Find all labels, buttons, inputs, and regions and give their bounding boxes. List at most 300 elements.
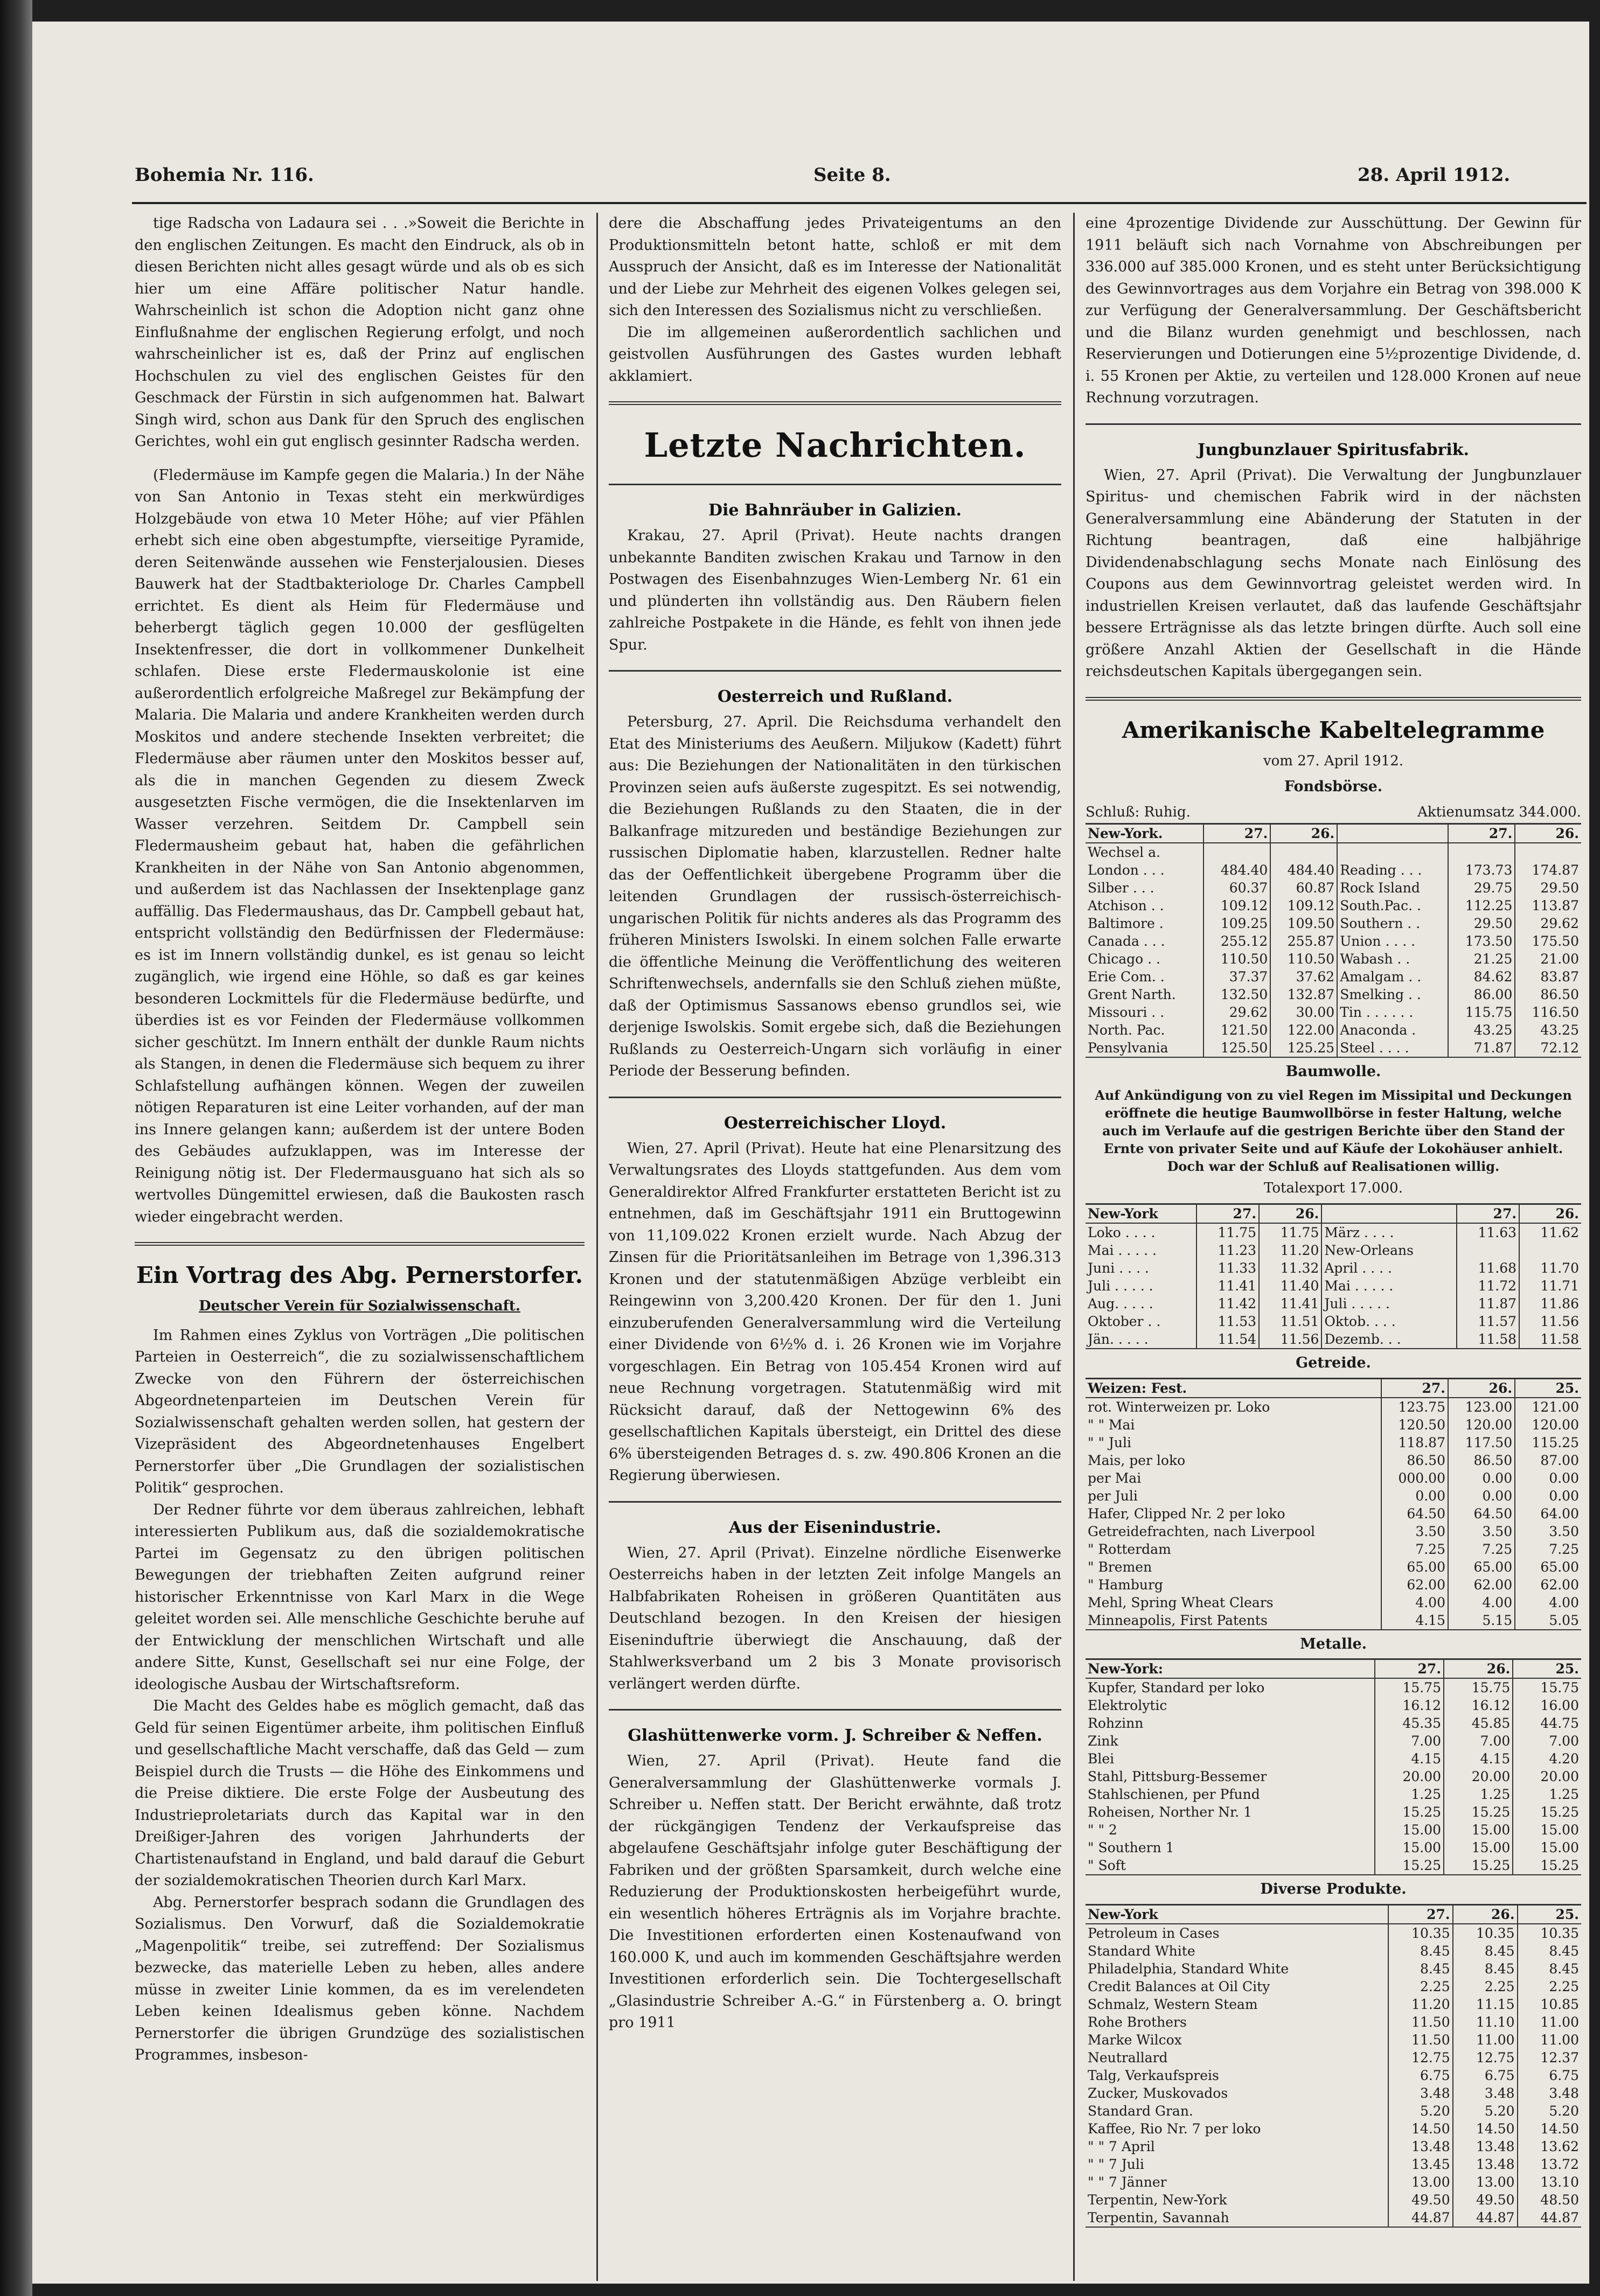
fonds-cell: 132.87 — [1270, 986, 1337, 1003]
baumwolle-cell: 11.53 — [1196, 1313, 1259, 1330]
fonds-cell: 43.25 — [1515, 1021, 1581, 1039]
diverse-cell: 13.45 — [1388, 2155, 1453, 2173]
vortrag-para-6: Die im allgemeinen außerordentlich sachlichen und geistvollen Ausführungen des Gastes wurden lebhaft akklamiert. — [609, 324, 1061, 385]
diverse-cell: 13.00 — [1453, 2173, 1518, 2191]
fonds-cell: 109.12 — [1204, 897, 1270, 915]
getreide-cell: 4.00 — [1515, 1594, 1581, 1611]
getreide-cell: Minneapolis, First Patents — [1088, 1612, 1268, 1628]
metalle-cell: 27. — [1375, 1659, 1444, 1679]
metalle-cell: 16.12 — [1444, 1697, 1513, 1714]
getreide-cell: Getreidefrachten, nach Liverpool — [1088, 1523, 1316, 1539]
fonds-cell: Wabash . . — [1337, 950, 1448, 968]
baumwolle-cell: 11.58 — [1457, 1330, 1519, 1349]
baumwolle-table — [1086, 1203, 1581, 1349]
fonds-cell: Union . . . . — [1337, 932, 1448, 950]
baumwolle-cell: 11.87 — [1457, 1295, 1519, 1313]
fonds-cell: 71.87 — [1448, 1039, 1515, 1057]
diverse-cell: 10.85 — [1518, 1995, 1581, 2013]
diverse-row — [1086, 1960, 1581, 1978]
fonds-cell: 21.00 — [1515, 950, 1581, 968]
metalle-cell: Stahlschienen, per Pfund — [1088, 1786, 1260, 1802]
diverse-cell: 8.45 — [1518, 1960, 1581, 1978]
metalle-cell: 15.00 — [1513, 1821, 1581, 1839]
diverse-cell: 2.25 — [1388, 1978, 1453, 1995]
baumwolle-cell: 11.62 — [1519, 1223, 1581, 1241]
baumwolle-cell: 27. — [1196, 1204, 1259, 1224]
diverse-row — [1086, 1995, 1581, 2013]
metalle-cell: 15.00 — [1375, 1821, 1444, 1839]
fonds-cell: Southern . . — [1337, 915, 1448, 932]
getreide-cell: 7.25 — [1515, 1540, 1581, 1558]
baumwolle-cell: Juli . . . . . — [1321, 1295, 1456, 1313]
baumwolle-cell: Loko . . . . — [1088, 1225, 1156, 1240]
diverse-cell: 6.75 — [1518, 2067, 1581, 2084]
diverse-cell: 11.10 — [1453, 2013, 1518, 2031]
fonds-cell: 37.37 — [1204, 968, 1270, 986]
diverse-row — [1086, 1924, 1581, 1942]
baumwolle-cell: März . . . . — [1321, 1223, 1456, 1241]
book-binding-edge — [0, 0, 32, 2296]
getreide-row — [1086, 1416, 1581, 1434]
diverse-cell: 11.15 — [1453, 1995, 1518, 2013]
getreide-header-row — [1086, 1378, 1581, 1398]
fonds-schluss: Schluß: Ruhig. — [1086, 804, 1191, 820]
diverse-cell: 12.75 — [1453, 2049, 1518, 2067]
fonds-cell — [1270, 843, 1337, 861]
vortrag-para-3: Die Macht des Geldes habe es möglich gemacht, daß das Geld für seinen Eigentümer arbeite, ihm politischen Einfluß und gesellschaftliche Macht verschaffe, daß das Geld — zum Beispiel durch die Trusts — die Höhe des Einkommens und die Preise diktiere. Die erste Folge der Ausbeutung des Industrieproletariats durch das Kapital war in den Dreißiger-Jahren des vorigen Jahrhunderts der Chartistenaufstand in England, und bald darauf die Geburt der sozialdemokratischen Theorien durch Karl Marx. — [135, 1698, 585, 1889]
getreide-row — [1086, 1451, 1581, 1469]
getreide-cell: per Juli — [1088, 1488, 1138, 1504]
fonds-cell: Amalgam . . — [1337, 968, 1448, 986]
fonds-cell: 116.50 — [1515, 1003, 1581, 1021]
header-date: 28. April 1912. — [1358, 164, 1511, 186]
baumwolle-cell: 11.33 — [1196, 1259, 1259, 1277]
fonds-cell: 132.50 — [1204, 986, 1270, 1003]
getreide-cell: 62.00 — [1448, 1576, 1515, 1594]
getreide-cell: 7.25 — [1448, 1540, 1515, 1558]
metalle-cell: 15.75 — [1375, 1678, 1444, 1697]
fonds-cell: Grent Narth. — [1088, 987, 1176, 1002]
diverse-cell: Kaffee, Rio Nr. 7 per loko — [1088, 2120, 1261, 2137]
diverse-cell: 13.48 — [1453, 2138, 1518, 2155]
getreide-cell: 64.50 — [1448, 1505, 1515, 1523]
fonds-row — [1086, 897, 1581, 915]
fonds-cell: 29.75 — [1448, 879, 1515, 897]
column-1 — [135, 213, 585, 2259]
header-rule — [132, 202, 1587, 204]
fonds-cell: Erie Com. . — [1088, 969, 1165, 985]
diverse-cell: Neutrallard — [1088, 2049, 1168, 2065]
getreide-cell: 123.75 — [1381, 1398, 1448, 1416]
getreide-cell: 000.00 — [1381, 1469, 1448, 1487]
article-glashuetten: Wien, 27. April (Privat). Heute fand die Generalversammlung der Glashüttenwerke vormals J. Schreiber u. Neffen statt. Der Bericht erwähnte, daß trotz der rückgängigen Tendenz der Verkaufspreise das abgelaufene Geschäftsjahr infolge guter Beschäftigung der Fabriken und der größten Sparsamkeit, durch welche eine Reduzierung der Produktionskosten herbeigeführt wurde, ein wesentlich höheres Erträgnis als im Vorjahre brachte. Die Investitionen erforderten einen Kostenaufwand von 160.000 K, und auch im kommenden Geschäftsjahre werden Investitionen erforderlich sein. Die Tochtergesellschaft „Glasindustrie Schreiber A.-G.“ in Fürstenberg a. O. bringt pro 1911 — [609, 1753, 1061, 2031]
getreide-cell: 3.50 — [1515, 1523, 1581, 1540]
metalle-row — [1086, 1803, 1581, 1821]
separator — [609, 401, 1061, 405]
article-lloyd: Wien, 27. April (Privat). Heute hat eine Plenarsitzung des Verwaltungsrates des Lloyds stattgefunden. Aus dem vom Generaldirektor Alfred Frankfurter erstatteten Bericht ist zu entnehmen, daß im Geschäftsjahr 1911 ein Bruttogewinn von 11,109.022 Kronen erzielt wurde. Nach Abzug der Zinsen für die Prioritätsanleihen im Betrage von 1,396.313 Kronen und der statutenmäßigen Abzüge verbleibt ein Reingewinn von 3,200.420 Kronen. Der für den 1. Juni einzuberufenden Generalversammlung wird die Verteilung einer Dividende von 6½% d. i. 26 Kronen wie im Vorjahre vorgeschlagen. Ein Betrag von 105.454 Kronen wird auf neue Rechnung vorgetragen. Statutenmäßig wird mit Rücksicht darauf, daß der Nettogewinn 6% des gesellschaftlichen Kapitals übersteigt, ein Drittel des diese 6% übersteigenden Betrages d. s. zw. 490.806 Kronen an die Regierung überwiesen. — [609, 1140, 1061, 1484]
fonds-cell: Steel . . . . — [1337, 1039, 1448, 1057]
metalle-cell: 7.00 — [1513, 1732, 1581, 1750]
metalle-row — [1086, 1768, 1581, 1785]
diverse-cell: Terpentin, Savannah — [1088, 2209, 1229, 2225]
getreide-cell: 4.15 — [1381, 1611, 1448, 1630]
diverse-row — [1086, 2102, 1581, 2120]
metalle-row — [1086, 1785, 1581, 1803]
getreide-cell: " Bremen — [1088, 1559, 1152, 1575]
baumwolle-cell: 11.70 — [1519, 1259, 1581, 1277]
fonds-cell: 175.50 — [1515, 932, 1581, 950]
diverse-cell: 3.48 — [1453, 2084, 1518, 2102]
baumwolle-row — [1086, 1259, 1581, 1277]
fonds-cell: 121.50 — [1204, 1021, 1270, 1039]
fonds-cell: 21.25 — [1448, 950, 1515, 968]
diverse-cell: 13.48 — [1453, 2155, 1518, 2173]
fonds-cell: 110.50 — [1204, 950, 1270, 968]
baumwolle-cell: New-York — [1086, 1204, 1196, 1224]
baumwolle-cell: Jän. . . . . — [1088, 1331, 1149, 1347]
getreide-row — [1086, 1469, 1581, 1487]
baumwolle-cell: 11.42 — [1196, 1295, 1259, 1313]
baumwolle-cell: 11.23 — [1196, 1241, 1259, 1259]
fondsboerse-title: Fondsbörse. — [1284, 778, 1383, 795]
getreide-cell: 87.00 — [1515, 1451, 1581, 1469]
metalle-table — [1086, 1658, 1581, 1875]
headline-eisenindustrie: Aus der Eisenindustrie. — [728, 1518, 942, 1537]
fonds-row — [1086, 879, 1581, 897]
headline-bahnraeuber: Die Bahnräuber in Galizien. — [708, 501, 962, 520]
baumwolle-cell: 11.58 — [1519, 1330, 1581, 1349]
article-eisenindustrie: Wien, 27. April (Privat). Einzelne nördliche Eisenwerke Oesterreichs haben in der letzten Zeit infolge Mangels an Halbfabrikaten Roheisen in größeren Quantitäten aus Deutschland bezogen. In den Kreisen der hiesigen Eiseninduftrie überwiegt die Anschauung, daß der Stahlwerksverband um 2 bis 3 Monate provisorisch verlängert werden dürfte. — [609, 1544, 1061, 1692]
metalle-cell: 15.25 — [1375, 1803, 1444, 1821]
baumwolle-cell: 11.56 — [1519, 1313, 1581, 1330]
diverse-cell: 11.00 — [1518, 2013, 1581, 2031]
fonds-cell: 173.50 — [1448, 932, 1515, 950]
diverse-row — [1086, 2067, 1581, 2084]
getreide-cell: 5.05 — [1515, 1611, 1581, 1630]
metalle-cell: 4.15 — [1444, 1750, 1513, 1768]
diverse-cell: 13.72 — [1518, 2155, 1581, 2173]
fonds-cell: 43.25 — [1448, 1021, 1515, 1039]
metalle-cell: 15.25 — [1513, 1857, 1581, 1875]
diverse-cell: 11.20 — [1388, 1995, 1453, 2013]
column-2 — [609, 213, 1061, 2259]
metalle-cell: 25. — [1513, 1659, 1581, 1679]
article-glashuetten-end: eine 4prozentige Dividende zur Ausschüttung. Der Gewinn für 1911 beläuft sich nach Vornahme von Abschreibungen per 336.000 auf 385.000 Kronen, und es steht unter Berücksichtigung des Gewinnvortrages aus dem Vorjahre ein Betrag von 398.000 K zur Verfügung der Generalversammlung. Der Geschäftsbericht und die Bilanz wurden genehmigt und beschlossen, nach Reservierungen und Dotierungen eine 5½prozentige Dividende, d. i. 55 Kronen per Aktie, zu verteilen und 128.000 Kronen auf neue Rechnung vorzutragen. — [1086, 215, 1581, 406]
fonds-cell: North. Pac. — [1088, 1022, 1165, 1038]
fonds-cell: London . . . — [1088, 862, 1165, 878]
metalle-cell: 26. — [1444, 1659, 1513, 1679]
getreide-row — [1086, 1594, 1581, 1611]
getreide-cell: 26. — [1448, 1378, 1515, 1398]
diverse-cell: Credit Balances at Oil City — [1088, 1978, 1270, 1994]
getreide-cell: 120.00 — [1448, 1416, 1515, 1434]
diverse-cell: Standard White — [1088, 1943, 1195, 1959]
metalle-row — [1086, 1821, 1581, 1839]
fonds-cell: New-York. — [1086, 824, 1204, 843]
getreide-row — [1086, 1576, 1581, 1594]
baumwolle-cell: Dezemb. . . — [1321, 1330, 1456, 1349]
getreide-title: Getreide. — [1296, 1355, 1371, 1371]
getreide-cell: 65.00 — [1381, 1558, 1448, 1576]
getreide-row — [1086, 1487, 1581, 1505]
headline-lloyd: Oesterreichischer Lloyd. — [724, 1113, 947, 1133]
baumwolle-cell: 26. — [1259, 1204, 1321, 1224]
baumwolle-cell: 26. — [1519, 1204, 1581, 1224]
fonds-cell: 125.25 — [1270, 1039, 1337, 1057]
article-bahnraeuber: Krakau, 27. April (Privat). Heute nachts drangen unbekannte Banditen zwischen Krakau und Tarnow in den Postwagen des Eisenbahnzuges Wien-Lemberg Nr. 61 ein und plünderten ihn vollständig aus. Den Räubern fielen zahlreiche Postpakete in die Hände, es fehlt von ihnen jede Spur. — [609, 527, 1061, 653]
baumwolle-cell: Mai . . . . . — [1088, 1243, 1157, 1258]
baumwolle-cell: 27. — [1457, 1204, 1519, 1224]
diverse-cell: 13.10 — [1518, 2173, 1581, 2191]
fonds-row — [1086, 932, 1581, 950]
getreide-cell: 64.50 — [1381, 1505, 1448, 1523]
getreide-cell: 25. — [1515, 1378, 1581, 1398]
vortrag-para-1: Im Rahmen eines Zyklus von Vorträgen „Die politischen Parteien in Oesterreich“, die zu sozialwissenschaftlichem Zwecke von den Führern der österreichischen Abgeordnetenparteien im Deutschen Verein für Sozialwissenschaft gehalten werden sollen, hat gestern der Vizepräsident des Abgeordnetenhauses Engelbert Pernerstorfer über „Die Grundlagen der sozialistischen Politik“ gesprochen. — [135, 1327, 585, 1496]
fonds-cell: 255.12 — [1204, 932, 1270, 950]
getreide-row — [1086, 1398, 1581, 1416]
diverse-cell: " " 7 Juli — [1088, 2156, 1144, 2172]
fonds-cell — [1515, 843, 1581, 861]
header-issue: Bohemia Nr. 116. — [135, 164, 314, 186]
getreide-cell: 0.00 — [1515, 1487, 1581, 1505]
getreide-cell: 117.50 — [1448, 1434, 1515, 1451]
getreide-cell: 5.15 — [1448, 1611, 1515, 1630]
fonds-cell: 113.87 — [1515, 897, 1581, 915]
metalle-cell: Roheisen, Norther Nr. 1 — [1088, 1804, 1252, 1820]
fonds-aktienumsatz: Aktienumsatz 344.000. — [1417, 804, 1581, 820]
getreide-row — [1086, 1611, 1581, 1630]
getreide-cell: 121.00 — [1515, 1398, 1581, 1416]
diverse-cell: 8.45 — [1453, 1960, 1518, 1978]
getreide-cell: rot. Winterweizen pr. Loko — [1088, 1399, 1270, 1415]
diverse-row — [1086, 2120, 1581, 2138]
diverse-header-row — [1086, 1904, 1581, 1924]
diverse-row — [1086, 1942, 1581, 1960]
kabel-date: vom 27. April 1912. — [1263, 752, 1404, 769]
diverse-cell: 49.50 — [1388, 2191, 1453, 2209]
baumwolle-cell: 11.72 — [1457, 1277, 1519, 1295]
diverse-cell: 44.87 — [1518, 2209, 1581, 2227]
getreide-cell: 65.00 — [1515, 1558, 1581, 1576]
article-fledermaeuse: (Fledermäuse im Kampfe gegen die Malaria.) In der Nähe von San Antonio in Texas steht ein merkwürdiges Holzgebäude von etwa 10 Meter Höhe; auf vier Pfählen erhebt sich eine oben abgestumpfte, vierseitige Pyramide, deren Seitenwände aussehen wie Fensterjalousien. Dieses Bauwerk hat der Stadtbakteriologe Dr. Charles Campbell errichtet. Es dient als Heim für Fledermäuse und beherbergt täglich gegen 10.000 der gesflügelten Insektenfresser, die dort in vollkommener Dunkelheit schlafen. Diese erste Fledermauskolonie ist eine außerordentlich erfolgreiche Maßregel zur Bekämpfung der Malaria. Die Malaria und andere Krankheiten werden durch Moskitos und andere stechende Insekten verbreitet; die Fledermäuse aber räumen unter den Moskitos besser auf, als die in manchen Gegenden zu diesem Zweck ausgesetzten Fische vermögen, die die Insektenlarven im Wasser verzehren. Seitdem Dr. Campbell sein Fledermausheim gebaut hat, haben die gefährlichen Krankheiten in der Nähe von San Antonio abgenommen, und außerdem ist das Nachlassen der Insektenplage ganz auffällig. Das Fledermaushaus, das Dr. Campbell gebaut hat, entspricht vollständig den Bedürfnissen der Fledermäuse: es ist im Innern vollständig dunkel, es ist genau so leicht zugänglich, wie irgend eine Höhle, so daß es gar keines besonderen Lockmittels für die Fledermäuse bedürfte, und überdies ist es vor Feinden der Fledermäuse vollkommen sicher geschützt. Im Innern enthält der dunkle Raum nichts als Stangen, in denen die Fledermäuse sich bequem zu ihrer Schlafstellung aufhängen können. Wegen der zuweilen nötigen Reparaturen ist eine Leiter vorhanden, auf der man ins Innere gelangen kann; außerdem ist der untere Boden des Gebäudes aufzuklappen, was im Interesse der Reinigung nötig ist. Der Fledermausguano hat sich als so wertvolles Düngemittel erwiesen, daß die Baukosten rasch wieder eingebracht werden. — [135, 466, 585, 1225]
diverse-cell: 2.25 — [1518, 1978, 1581, 1995]
diverse-cell: 10.35 — [1388, 1924, 1453, 1942]
fonds-cell: 60.37 — [1204, 879, 1270, 897]
metalle-cell: New-York: — [1086, 1659, 1375, 1679]
diverse-cell: 2.25 — [1453, 1978, 1518, 1995]
fonds-cell: Anaconda . — [1337, 1021, 1448, 1039]
metalle-cell: 4.15 — [1375, 1750, 1444, 1768]
fonds-cell: 26. — [1270, 824, 1337, 843]
baumwolle-cell: 11.20 — [1259, 1241, 1321, 1259]
getreide-cell: 120.50 — [1381, 1416, 1448, 1434]
baumwolle-cell: Oktob. . . . — [1321, 1313, 1456, 1330]
getreide-row — [1086, 1434, 1581, 1451]
diverse-row — [1086, 2031, 1581, 2049]
diverse-cell: Zucker, Muskovados — [1088, 2085, 1228, 2101]
fonds-cell: 27. — [1448, 824, 1515, 843]
fonds-table — [1086, 823, 1581, 1058]
fonds-cell: 173.73 — [1448, 861, 1515, 879]
vortrag-para-4: Abg. Pernerstorfer besprach sodann die Grundlagen des Sozialismus. Den Vorwurf, daß die Sozialdemokratie „Magenpolitik“ treibe, sei zutreffend: Der Sozialismus bezwecke, das materielle Leben zu heben, alles andere müsse in zweiter Linie kommen, da es im verelendeten Leben keinen Idealismus geben könne. Nachdem Pernerstorfer die übrigen Grundzüge des sozialistischen Programmes, insbeson- — [135, 1894, 585, 2063]
diverse-cell: 5.20 — [1453, 2102, 1518, 2120]
metalle-row — [1086, 1714, 1581, 1732]
getreide-cell: " " Juli — [1088, 1434, 1132, 1450]
diverse-cell: 44.87 — [1388, 2209, 1453, 2227]
getreide-cell: 0.00 — [1448, 1469, 1515, 1487]
article-oesterreich-russland: Petersburg, 27. April. Die Reichsduma verhandelt den Etat des Ministeriums des Aeußern. Miljukow (Kadett) führt aus: Die Beziehungen der Nationalitäten in den türkischen Provinzen seien aufs äußerste zugespitzt. Es sei notwendig, die Beziehungen Rußlands zu den Staaten, die in der Balkanfrage mitzureden und beständige Beziehungen zur russischen Diplomatie haben, klarzustellen. Redner halte das der Oeffentlichkeit übergebene Programm über die leitenden Grundlagen der russisch-österreichisch-ungarischen Politik für nichts anderes als das Programm des früheren Ministers Iswolski. In einem solchen Falle erwarte die öffentliche Meinung die Veröffentlichung des weiteren Schriftenwechsels, andernfalls sie den Schluß ziehen müßte, daß der Optimismus Sassanows ebenso grundlos sei, wie derjenige Iswolskis. Somit ergebe sich, daß die Beziehungen Rußlands zu Oesterreich-Ungarn sich vorläufig in einer Periode der Besserung befinden. — [609, 714, 1061, 1079]
metalle-cell: 7.00 — [1444, 1732, 1513, 1750]
getreide-cell: 65.00 — [1448, 1558, 1515, 1576]
fonds-cell: 109.25 — [1204, 915, 1270, 932]
fonds-cell: Rock Island — [1337, 879, 1448, 897]
fonds-cell: 29.62 — [1204, 1003, 1270, 1021]
baumwolle-cell: Mai . . . . . — [1321, 1277, 1456, 1295]
getreide-cell: 64.00 — [1515, 1505, 1581, 1523]
fonds-cell: 26. — [1515, 824, 1581, 843]
diverse-cell: 8.45 — [1453, 1942, 1518, 1960]
metalle-cell: Rohzinn — [1088, 1715, 1144, 1731]
metalle-title: Metalle. — [1299, 1635, 1367, 1652]
fonds-cell: 83.87 — [1515, 968, 1581, 986]
fonds-row — [1086, 915, 1581, 932]
getreide-table — [1086, 1378, 1581, 1630]
diverse-cell: " " 7 April — [1088, 2138, 1155, 2154]
fonds-row — [1086, 861, 1581, 879]
getreide-cell: 86.50 — [1448, 1451, 1515, 1469]
metalle-cell: 4.20 — [1513, 1750, 1581, 1768]
separator — [135, 1242, 585, 1246]
diverse-cell: 27. — [1388, 1904, 1453, 1924]
column-rule-2 — [1073, 213, 1075, 2281]
metalle-cell: Kupfer, Standard per loko — [1088, 1680, 1265, 1695]
diverse-cell: 13.00 — [1388, 2173, 1453, 2191]
baumwolle-cell: 11.41 — [1259, 1295, 1321, 1313]
vortrag-para-5: dere die Abschaffung jedes Privateigentums an den Produktionsmitteln betont hatte, schloß er mit dem Ausspruch der Ansicht, daß es im Interesse der Nationalität und der Liebe zur Mehrheit des eigenen Volkes gelegen sei, sich den Interessen des Sozialismus nicht zu verschließen. — [609, 215, 1061, 319]
metalle-row — [1086, 1697, 1581, 1714]
metalle-cell: 15.25 — [1444, 1857, 1513, 1875]
fonds-cell: Silber . . . — [1088, 880, 1154, 896]
fonds-cell — [1337, 843, 1448, 861]
fonds-cell: 122.00 — [1270, 1021, 1337, 1039]
baumwolle-cell: 11.75 — [1259, 1223, 1321, 1241]
baumwolle-cell — [1519, 1241, 1581, 1259]
diverse-cell: 48.50 — [1518, 2191, 1581, 2209]
getreide-cell: 118.87 — [1381, 1434, 1448, 1451]
fonds-cell: Baltimore . — [1088, 916, 1164, 931]
baumwolle-cell: 11.56 — [1259, 1330, 1321, 1349]
diverse-cell: 5.20 — [1388, 2102, 1453, 2120]
fonds-cell: 29.50 — [1515, 879, 1581, 897]
baumwolle-cell: Oktober . . — [1088, 1314, 1161, 1329]
baumwolle-row — [1086, 1295, 1581, 1313]
metalle-cell: 1.25 — [1513, 1785, 1581, 1803]
metalle-row — [1086, 1857, 1581, 1875]
getreide-cell: " " Mai — [1088, 1416, 1135, 1433]
diverse-cell: Standard Gran. — [1088, 2103, 1193, 2119]
metalle-cell: 15.25 — [1444, 1803, 1513, 1821]
separator — [609, 1097, 1061, 1098]
baumwolle-cell: Aug. . . . . — [1088, 1296, 1153, 1311]
baumwolle-cell — [1321, 1204, 1456, 1224]
vortrag-para-2: Der Redner führte vor dem überaus zahlreichen, lebhaft interessierten Publikum aus, daß die sozialdemokratische Partei im Gegensatz zu den übrigen politischen Bewegungen der triebhaften Zeiten aufgrund reiner historischer Erkenntnisse von Karl Marx in die Wege geleitet worden sei. Alle menschliche Geschichte beruhe auf der Entwicklung der menschlichen Wirtschaft und alle andere Sitte, Kunst, Gesellschaft sei nur eine Folge, der ideologische Ausbau der Wirtschaftsreform. — [135, 1501, 585, 1693]
baumwolle-row — [1086, 1330, 1581, 1349]
fonds-row — [1086, 843, 1581, 861]
diverse-cell: 13.62 — [1518, 2138, 1581, 2155]
fonds-cell: 30.00 — [1270, 1003, 1337, 1021]
getreide-cell: 86.50 — [1381, 1451, 1448, 1469]
getreide-cell: 4.00 — [1448, 1594, 1515, 1611]
baumwolle-cell: 11.63 — [1457, 1223, 1519, 1241]
baumwolle-cell: 11.32 — [1259, 1259, 1321, 1277]
metalle-cell: 15.75 — [1444, 1678, 1513, 1697]
column-rule-1 — [596, 213, 598, 2281]
fonds-cell: 29.62 — [1515, 915, 1581, 932]
diverse-title: Diverse Produkte. — [1260, 1881, 1407, 1897]
fonds-cell: 174.87 — [1515, 861, 1581, 879]
diverse-row — [1086, 1978, 1581, 1995]
diverse-cell: 25. — [1518, 1904, 1581, 1924]
headline-glashuetten: Glashüttenwerke vorm. J. Schreiber & Neffen. — [628, 1726, 1042, 1745]
diverse-cell: 49.50 — [1453, 2191, 1518, 2209]
fonds-cell: 60.87 — [1270, 879, 1337, 897]
baumwolle-note: Auf Ankündigung von zu viel Regen im Missipital und Deckungen eröffnete die heutige Baumwollbörse in fester Haltung, welche auch im Verlaufe auf die gestrigen Berichte über den Stand der Ernte von privater Seite und auf Käufe der Lokohäuser anhielt. Doch war der Schluß auf Realisationen willig. — [1095, 1087, 1572, 1174]
fonds-cell: Canada . . . — [1088, 933, 1165, 949]
fonds-cell: Atchison . . — [1088, 898, 1164, 913]
diverse-cell: 11.50 — [1388, 2013, 1453, 2031]
metalle-cell: 15.25 — [1513, 1803, 1581, 1821]
getreide-cell: 27. — [1381, 1378, 1448, 1398]
baumwolle-row — [1086, 1277, 1581, 1295]
subheadline-verein: Deutscher Verein für Sozialwissenschaft. — [199, 1298, 520, 1314]
diverse-cell: 8.45 — [1518, 1942, 1581, 1960]
fonds-cell: South.Pac. . — [1337, 897, 1448, 915]
headline-vortrag: Ein Vortrag des Abg. Pernerstorfer. — [136, 1262, 583, 1288]
fonds-cell: 112.25 — [1448, 897, 1515, 915]
diverse-cell: Schmalz, Western Steam — [1088, 1996, 1258, 2012]
diverse-cell: Philadelphia, Standard White — [1088, 1960, 1289, 1977]
baumwolle-cell: 11.40 — [1259, 1277, 1321, 1295]
getreide-cell: 0.00 — [1515, 1469, 1581, 1487]
fonds-cell: 72.12 — [1515, 1039, 1581, 1057]
metalle-header-row — [1086, 1659, 1581, 1679]
metalle-cell: 20.00 — [1375, 1768, 1444, 1785]
fonds-cell: 484.40 — [1270, 861, 1337, 879]
metalle-cell: 15.00 — [1444, 1821, 1513, 1839]
diverse-cell: 10.35 — [1518, 1924, 1581, 1942]
diverse-cell: Terpentin, New-York — [1088, 2192, 1227, 2208]
fonds-cell: Chicago . . — [1088, 951, 1160, 967]
fonds-cell: Tin . . . . . . — [1337, 1003, 1448, 1021]
fonds-row — [1086, 968, 1581, 986]
diverse-cell: 26. — [1453, 1904, 1518, 1924]
baumwolle-total: Totalexport 17.000. — [1264, 1180, 1403, 1196]
getreide-row — [1086, 1523, 1581, 1540]
article-jungbunzlauer: Wien, 27. April (Privat). Die Verwaltung der Jungbunzlauer Spiritus- und chemischen Fabrik wird in der nächsten Generalversammlung eine Abänderung der Statuten in der Richtung beantragen, daß eine halbjährige Dividendenabschlagung sechs Monate nach Einlösung des Coupons aus dem Gewinnvortrag geleistet werden wird. In industriellen Kreisen verlautet, daß das laufende Geschäftsjahr bessere Erträgnisse als das letzte bringen dürfte. Auch soll eine größere Anzahl Aktien der Gesellschaft in die Hände reichsdeutschen Kapitals übergegangen sein. — [1086, 466, 1581, 680]
fonds-header-row — [1086, 824, 1581, 843]
fonds-row — [1086, 1021, 1581, 1039]
fonds-row — [1086, 1039, 1581, 1057]
separator — [609, 1501, 1061, 1503]
separator — [1086, 697, 1581, 701]
getreide-cell: 3.50 — [1381, 1523, 1448, 1540]
baumwolle-title: Baumwolle. — [1285, 1063, 1381, 1080]
diverse-cell: " " 7 Jänner — [1088, 2174, 1167, 2190]
metalle-cell: 1.25 — [1375, 1785, 1444, 1803]
baumwolle-cell — [1457, 1241, 1519, 1259]
getreide-row — [1086, 1540, 1581, 1558]
fonds-cell: Missouri . . — [1088, 1004, 1165, 1020]
